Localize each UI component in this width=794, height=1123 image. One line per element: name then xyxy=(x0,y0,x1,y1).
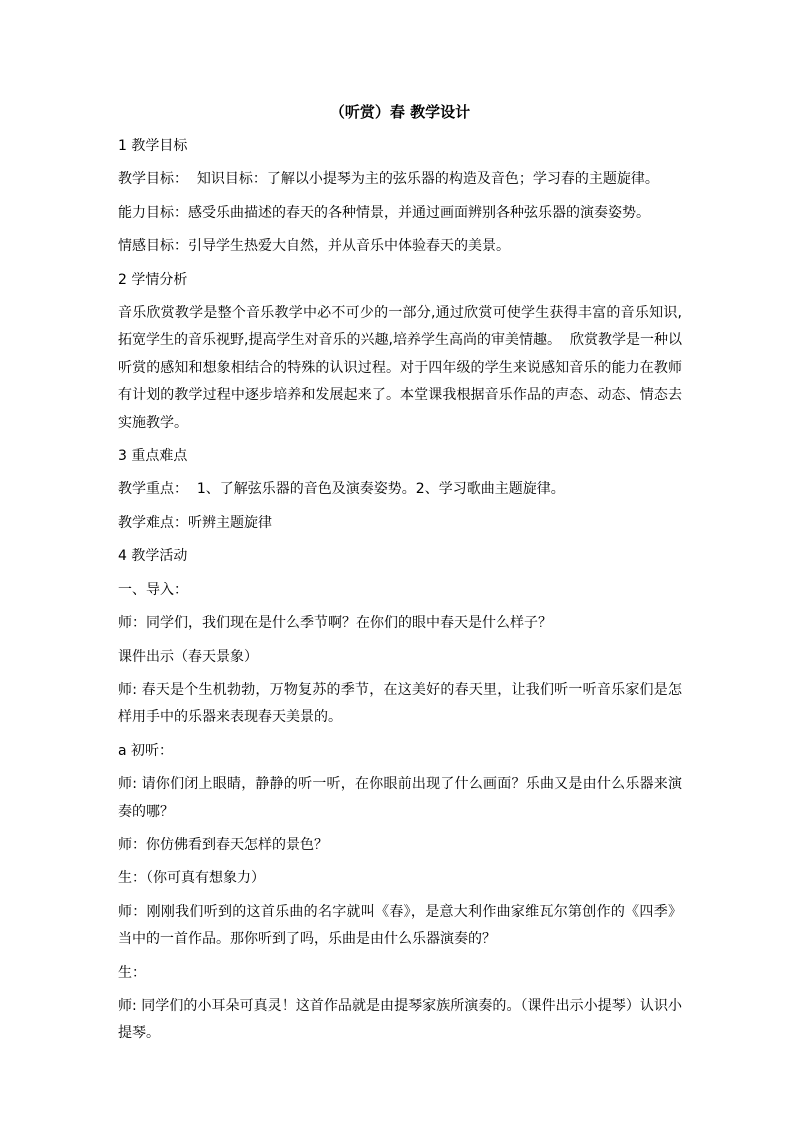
subheading-introduction: 一、导入： xyxy=(118,581,188,598)
section-heading-key-points: 3 重点难点 xyxy=(118,448,188,465)
paragraph-teacher-scenery-question: 师：你仿佛看到春天怎样的景色？ xyxy=(118,836,328,853)
paragraph-teacher-violin: 师: 同学们的小耳朵可真灵！这首作品就是由提琴家族所演奏的。（课件出示小提琴）认识小提琴。 xyxy=(118,997,682,1042)
paragraph-teacher-vivaldi: 师：刚刚我们听到的这首乐曲的名字就叫《春》，是意大利作曲家维瓦尔第创作的《四季》当中的一首作品。那你听到了吗，乐曲是由什么乐器演奏的？ xyxy=(118,903,682,948)
document-title: （听赏）春 教学设计 xyxy=(329,103,471,121)
paragraph-knowledge-objective: 教学目标： 知识目标：了解以小提琴为主的弦乐器的构造及音色；学习春的主题旋律。 xyxy=(118,171,659,188)
paragraph-courseware-spring-scene: 课件出示（春天景象） xyxy=(118,648,258,665)
paragraph-teacher-spring-intro: 师: 春天是个生机勃勃，万物复苏的季节，在这美好的春天里，让我们听一听音乐家们是怎样用手中的乐器来表现春天美景的。 xyxy=(118,681,682,726)
paragraph-key-points: 教学重点： 1、了解弦乐器的音色及演奏姿势。2、学习歌曲主题旋律。 xyxy=(118,481,565,498)
paragraph-difficult-points: 教学难点：听辨主题旋律 xyxy=(118,514,272,531)
section-heading-student-analysis: 2 学情分析 xyxy=(118,271,188,288)
paragraph-first-listening-question: 师: 请你们闭上眼睛，静静的听一听，在你眼前出现了什么画面？乐曲又是由什么乐器来演奏的哪？ xyxy=(118,776,682,820)
paragraph-student-response: 生：（你可真有想象力） xyxy=(118,870,265,887)
paragraph-student-analysis: 音乐欣赏教学是整个音乐教学中必不可少的一部分,通过欣赏可使学生获得丰富的音乐知识,拓宽学生的音乐视野,提高学生对音乐的兴趣,培养学生高尚的审美情趣。 欣赏教学是一种以听赏的感知和想象相结合的特殊的认识过程。对于四年级的学生来说感知音乐的能力在教师有计划的教学过程中逐步培养和发展起来了。本堂课我根据音乐作品的声态、动态、情态去实施教学。 xyxy=(118,305,682,431)
paragraph-student-blank-response: 生： xyxy=(118,964,146,981)
section-heading-activities: 4 教学活动 xyxy=(118,548,188,565)
paragraph-ability-objective: 能力目标：感受乐曲描述的春天的各种情景，并通过画面辨别各种弦乐器的演奏姿势。 xyxy=(118,204,650,221)
paragraph-teacher-question: 师：同学们，我们现在是什么季节啊？在你们的眼中春天是什么样子？ xyxy=(118,615,552,632)
section-heading-objectives: 1 教学目标 xyxy=(118,138,188,154)
subheading-first-listening: a 初听： xyxy=(118,742,174,759)
paragraph-emotion-objective: 情感目标：引导学生热爱大自然，并从音乐中体验春天的美景。 xyxy=(118,238,510,255)
document-body xyxy=(118,130,682,1051)
